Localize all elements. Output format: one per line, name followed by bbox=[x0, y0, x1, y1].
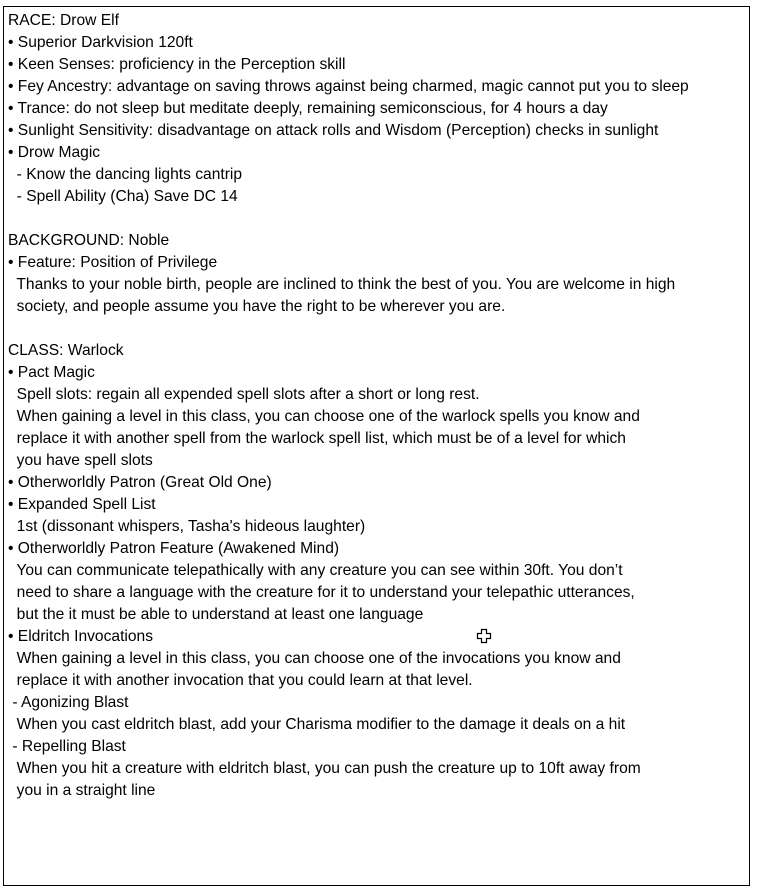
race-item: • Sunlight Sensitivity: disadvantage on attack rolls and Wisdom (Perception) checks in sunlight bbox=[8, 122, 659, 139]
class-item: When you cast eldritch blast, add your Charisma modifier to the damage it deals on a hit bbox=[8, 716, 626, 733]
background-heading: BACKGROUND: Noble bbox=[8, 232, 170, 249]
class-item: • Otherworldly Patron Feature (Awakened Mind) bbox=[8, 540, 340, 557]
blank-line bbox=[8, 318, 689, 340]
race-item: • Trance: do not sleep but meditate deeply, remaining semiconscious, for 4 hours a day bbox=[8, 100, 608, 117]
class-item: replace it with another invocation that you could learn at that level. bbox=[8, 672, 473, 689]
class-item: You can communicate telepathically with any creature you can see within 30ft. You don’t bbox=[8, 562, 623, 579]
background-item: society, and people assume you have the right to be wherever you are. bbox=[8, 298, 506, 315]
race-item: - Know the dancing lights cantrip bbox=[8, 166, 243, 183]
race-item: • Keen Senses: proficiency in the Perception skill bbox=[8, 56, 346, 73]
class-item: • Expanded Spell List bbox=[8, 496, 156, 513]
class-item: 1st (dissonant whispers, Tasha's hideous laughter) bbox=[8, 518, 366, 535]
blank-line bbox=[8, 208, 689, 230]
class-item: replace it with another spell from the warlock spell list, which must be of a level for which bbox=[8, 430, 626, 447]
class-item: but the it must be able to understand at least one language bbox=[8, 606, 424, 623]
class-item: • Otherworldly Patron (Great Old One) bbox=[8, 474, 272, 491]
race-item: • Fey Ancestry: advantage on saving throws against being charmed, magic cannot put you to sleep bbox=[8, 78, 689, 95]
notes-text bbox=[8, 10, 689, 802]
class-item: need to share a language with the creature for it to understand your telepathic utterances, bbox=[8, 584, 635, 601]
class-item: - Agonizing Blast bbox=[8, 694, 129, 711]
class-heading: CLASS: Warlock bbox=[8, 342, 124, 359]
class-item: When you hit a creature with eldritch blast, you can push the creature up to 10ft away from bbox=[8, 760, 641, 777]
class-item: • Pact Magic bbox=[8, 364, 95, 381]
class-item: Spell slots: regain all expended spell slots after a short or long rest. bbox=[8, 386, 480, 403]
background-item: Thanks to your noble birth, people are inclined to think the best of you. You are welcome in high bbox=[8, 276, 676, 293]
class-item: When gaining a level in this class, you can choose one of the warlock spells you know and bbox=[8, 408, 640, 425]
race-heading: RACE: Drow Elf bbox=[8, 12, 119, 29]
background-item: • Feature: Position of Privilege bbox=[8, 254, 218, 271]
class-item: you in a straight line bbox=[8, 782, 156, 799]
race-item: - Spell Ability (Cha) Save DC 14 bbox=[8, 188, 238, 205]
race-item: • Drow Magic bbox=[8, 144, 101, 161]
class-item: - Repelling Blast bbox=[8, 738, 126, 755]
race-item: • Superior Darkvision 120ft bbox=[8, 34, 193, 51]
character-notes-cell[interactable] bbox=[3, 6, 750, 886]
class-item: you have spell slots bbox=[8, 452, 153, 469]
cell-select-cursor-icon bbox=[476, 628, 492, 644]
class-item: When gaining a level in this class, you can choose one of the invocations you know and bbox=[8, 650, 621, 667]
class-item: • Eldritch Invocations bbox=[8, 628, 154, 645]
